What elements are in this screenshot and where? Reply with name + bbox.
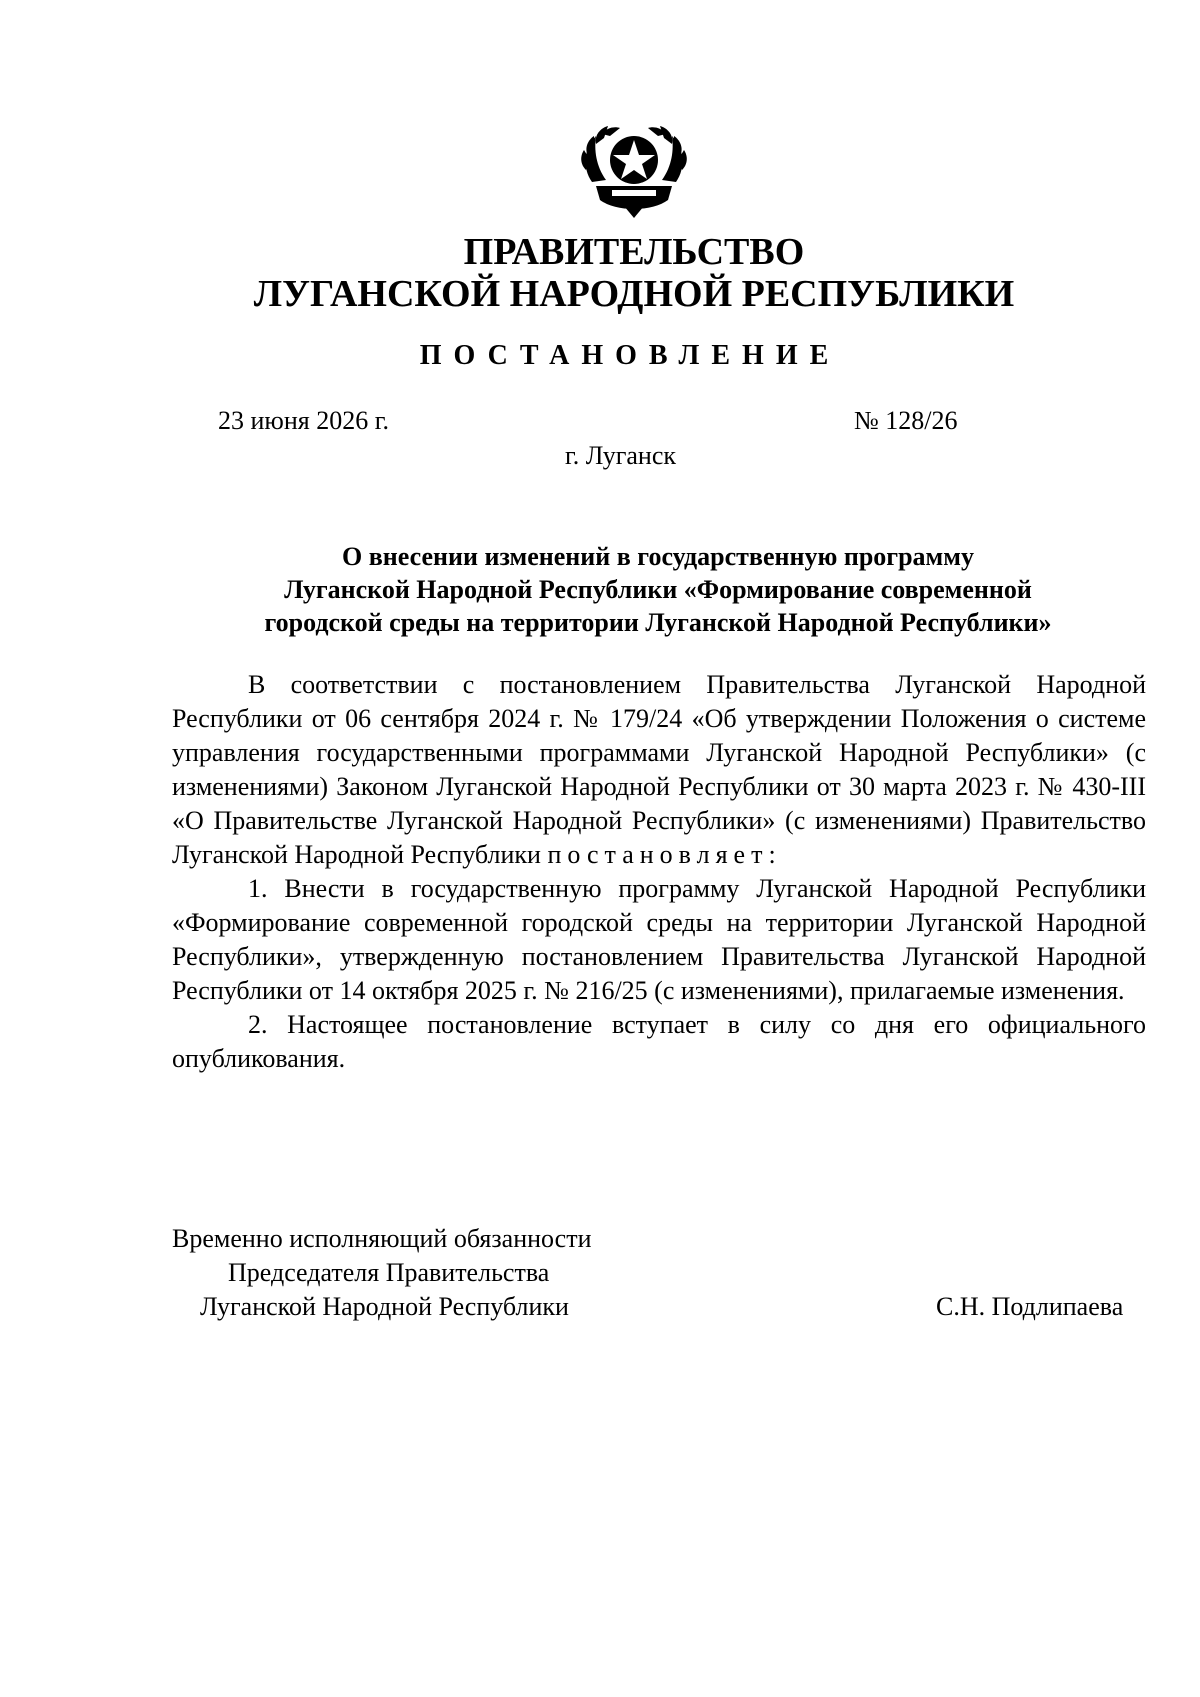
government-title-line1: ПРАВИТЕЛЬСТВО [463,231,805,273]
document-body [172,668,1146,1076]
subject-line: городской среды на территории Луганской Народной Республики» [264,608,1052,637]
signatory-position-line3: Луганской Народной Республики [200,1292,569,1321]
document-date: 23 июня 2026 г. [218,406,389,435]
signatory-position-line1: Временно исполняющий обязанности [172,1224,592,1253]
document-number: № 128/26 [854,406,958,435]
document-type-heading: ПОСТАНОВЛЕНИЕ [419,340,841,371]
preamble-paragraph [172,668,1146,872]
signatory-position-line2: Председателя Правительства [228,1258,550,1287]
subject-line: Луганской Народной Республики «Формирование современной [284,575,1032,604]
document-place: г. Луганск [565,441,677,470]
coat-of-arms-emblem-icon [572,120,696,220]
subject-line: О внесении изменений в государственную программу [342,542,974,571]
resolution-item-1: 1. Внести в государственную программу Луганской Народной Республики «Формирование современной городской среды на территории Луганской Народной Республики», утвержденную постановлением Правительства Луганской Народной Республики от 14 октября 2025 г. № 216/25 (с изменениями), прилагаемые изменения. [172,874,1146,1005]
resolution-item-2: 2. Настоящее постановление вступает в силу со дня его официального опубликования. [172,1010,1146,1073]
resolves-word: постановляет: [547,840,782,869]
document-subject [170,540,1146,639]
government-title-line2: ЛУГАНСКОЙ НАРОДНОЙ РЕСПУБЛИКИ [253,273,1015,315]
signatory-name: С.Н. Подлипаева [936,1292,1124,1321]
preamble-text: В соответствии с постановлением Правительства Луганской Народной Республики от 06 сентября 2024 г. № 179/24 «Об утверждении Положения о системе управления государственными программами Луганской Народной Республики» (с изменениями) Законом Луганской Народной Республики от 30 марта 2023 г. № 430-III «О Правительстве Луганской Народной Республики» (с изменениями) Правительство Луганской Народной Республики [172,670,1146,869]
